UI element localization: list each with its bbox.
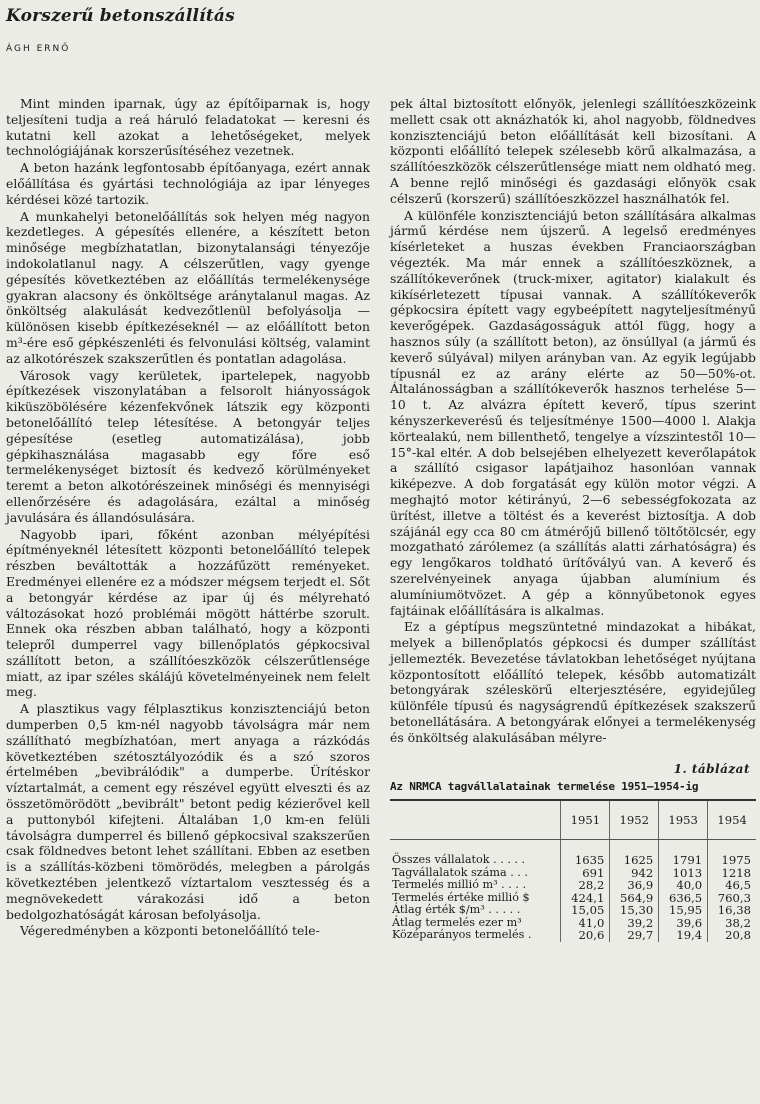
table-cell: 46,5 [708,879,756,892]
year-header: 1952 [610,800,659,840]
row-label: Termelés értéke millió $ [392,890,530,904]
table-cell: 1791 [659,854,708,867]
paragraph: A beton hazánk legfontosabb építőanyaga, ezért annak előállítása és gyártási technológiája az ipar lényeges kérdései közé tartozik. [6,160,370,207]
paragraph: A plasztikus vagy félplasztikus konzisztenciájú beton dumperben 0,5 km-nél nagyobb távolságra már nem szállítható megbízhatóan, mert anyaga a rázkódás következtében szétosztályozódik és a szó szoros értelmében „bevibrálódik" a dumperbe. Ürítéskor víztartalmát, a cement egy részével együtt elveszti és az összetömörödött „bevibrált" betont pedig kézierővel kell a puttonyból kifejteni. Általában 1,0 km-en felüli távolságra dumperrel és billenő gépkocsival szakszerűen csak földnedves betont lehet szállítani. Ebben az esetben is a szállítás-közbeni tömörödés, melegben a párolgás következtében jelentkező víztartalom vesztesség és a megnövekedett várakozási idő a beton bedolgozhatóságát károsan befolyásolja. [6,701,370,922]
table-cell: 20,8 [708,929,756,942]
table-row [390,879,756,892]
table-cell: 1013 [659,867,708,880]
table-cell: 15,95 [659,904,708,917]
article-author: ÁGH ERNŐ [6,44,71,54]
year-header: 1954 [708,800,756,840]
table-row [390,904,756,917]
table-caption: 1. táblázat [673,761,750,776]
table-cell: 16,38 [708,904,756,917]
row-label: Átlag érték $/m³ . . . . . [392,903,521,917]
table-cell: 41,0 [561,917,610,930]
row-label: Tagvállalatok száma . . . [392,865,528,879]
paragraph: Városok vagy kerületek, ipartelepek, nagyobb építkezések viszonylatában a felsorolt hiányosságok kiküszöbölésére kézenfekvőnek látszik egy központi betonelőállító telep létesítése. A betongyár teljes gépesítése (esetleg automatizálása), jobb gépkihasználása magasabb egy főre eső termelékenységet biztosít és kedvező körülményeket teremt a beton alkotórészeinek minőségi és mennyiségi ellenőrzésére és adagolására, ezáltal a minőség javulására és állandósulására. [6,367,370,525]
table-cell: 40,0 [659,879,708,892]
table-cell: 424,1 [561,892,610,905]
table-row [390,929,756,942]
article-title: Korszerű betonszállítás [6,6,235,26]
table-cell: 36,9 [610,879,659,892]
left-column [6,96,370,940]
table-cell: 20,6 [561,929,610,942]
table-title: Az NRMCA tagvállalatainak termelése 1951—1954-ig [390,780,699,794]
table-cell: 15,05 [561,904,610,917]
table-cell: 39,6 [659,917,708,930]
row-label: Átlag termelés ezer m³ [392,915,522,929]
table-header-label [390,800,561,840]
row-label: Összes vállalatok . . . . . [392,853,526,867]
year-header: 1953 [659,800,708,840]
production-table [390,799,756,942]
row-label: Termelés millió m³ . . . . [392,878,527,892]
table-cell: 38,2 [708,917,756,930]
paragraph: Mint minden iparnak, úgy az építőiparnak is, hogy teljesíteni tudja a reá háruló feladatokat — keresni és kutatni kell azokat a lehetőségeket, melyek technológiájának korszerűsítéséhez vezetnek. [6,96,370,159]
table-cell: 636,5 [659,892,708,905]
table-cell: 1635 [561,854,610,867]
table-cell: 942 [610,867,659,880]
table-cell: 1625 [610,854,659,867]
paragraph: Ez a géptípus megszüntetné mindazokat a hibákat, melyek a billenőplatós gépkocsi és dumper szállítást jellemezték. Bevezetése távlatokban lehetőséget nyújtana központosított előállító telepek, később automatizált betongyárak széleskörű elterjesztésére, egyidejűleg különféle típusú és nagyságrendű építkezések szakszerű betonellátására. A betongyárak előnyei a termelékenység és önköltség alakulásában mélyre- [390,619,756,745]
paragraph: pek által biztosított előnyök, jelenlegi szállítóeszközeink mellett csak ott aknázhatók ki, ahol nagyobb, földnedves konzisztenciájú beton előállítását kell bizosítani. A központi előállító telepek szélesebb körű alkalmazása, a szállítóeszközök célszerűtlensége miatt nem oldható meg. A benne rejlő minőségi és gazdasági előnyök csak célszerű (korszerű) szállítóeszközzel használhatók fel. [390,96,756,206]
row-label: Középarányos termelés . [392,928,532,942]
table-cell: 564,9 [610,892,659,905]
paragraph: A különféle konzisztenciájú beton szállítására alkalmas jármű kérdése nem újszerű. A legelső eredményes kísérleteket a huszas években Franciaországban végezték. Ma már ennek a szállítóeszköznek, a szállítókeverőnek (truck-mixer, agitator) kialakult és kikísérletezett típusai vannak. A szállítókeverők gépkocsira épített vagy egybeépített nagyteljesítményű keverőgépek. Gazdaságosságuk attól függ, hogy a hasznos súly (a szállított beton), az önsúllyal (a jármű és keverő súlyával) milyen arányban van. Az egyik legújabb típusnál ez az arány elérte az 50—50%-ot. Általánosságban a szállítókeverők hasznos terhelése 5—10 t. Az alvázra épített keverő, típus szerint kényszerkeverésű és teljesítménye 1500—4000 l. Alakja körtealakú, nem billenthető, tengelye a vízszintestől 10—15°-kal eltér. A dob belsejében elhelyezett keverőlapátok a szállító csigasor lapátjaihoz hasonlóan vannak kiképezve. A dob forgatását egy külön motor végzi. A meghajtó motor kétirányú, 2—6 sebességfokozata az ürítést, illetve a töltést és a keverést biztosítja. A dob szájánál egy cca 80 cm átmérőjű billenő töltőtölcsér, egy mozgatható zárólemez (a szállítás alatti zárhatóságra) és egy lengőkaros toldható ürítővályú van. A keverő és szerelvényeinek anyaga újabban alumínium és alumíniumötvözet. A gép a könnyűbetonok egyes fajtáinak előállítására is alkalmas. [390,207,756,618]
paragraph: Nagyobb ipari, főként azonban mélyépítési építményeknél létesített központi betonelőállító telepek részben beváltották a hozzáfűzött reményeket. Eredményei ellenére ez a módszer mégsem terjedt el. Sőt a betongyár kérdése az ipar új és mélyreható változásokat hozó problémái mögött háttérbe szorult. Ennek oka részben abban található, hogy a központi telepről dumperrel vagy billenőplatós gépkocsival szállított beton, a szállítóeszközök célszerűtlensége miatt, az ipar széles skálájú követelményeinek nem felelt meg. [6,526,370,700]
table-cell: 29,7 [610,929,659,942]
table-cell: 760,3 [708,892,756,905]
table-cell: 691 [561,867,610,880]
table-cell: 39,2 [610,917,659,930]
table-header-row [390,800,756,840]
right-column [390,96,756,942]
table-cell: 15,30 [610,904,659,917]
paragraph: Végeredményben a központi betonelőállító tele- [20,923,320,939]
year-header: 1951 [561,800,610,840]
table-cell: 1218 [708,867,756,880]
table-cell: 19,4 [659,929,708,942]
table-cell: 1975 [708,854,756,867]
paragraph: A munkahelyi betonelőállítás sok helyen még nagyon kezdetleges. A gépesítés ellenére, a készített beton minősége megbízhatatlan, bizonytalansági tényezője indokolatlanul nagy. A célszerűtlen, vagy gyenge gépesítés következtében az előállítás termelékenysége gyakran alacsony és önköltsége aránytalanul magas. Az önköltség alakulását kedvezőtlenül befolyásolja — különösen kisebb építkezéseknél — az előállított beton m³-ére eső gépkészenléti és felvonulási költség, valamint az alkotórészek szakszerűtlen és pontatlan adagolása. [6,208,370,366]
table-cell: 28,2 [561,879,610,892]
table-row [390,854,756,867]
